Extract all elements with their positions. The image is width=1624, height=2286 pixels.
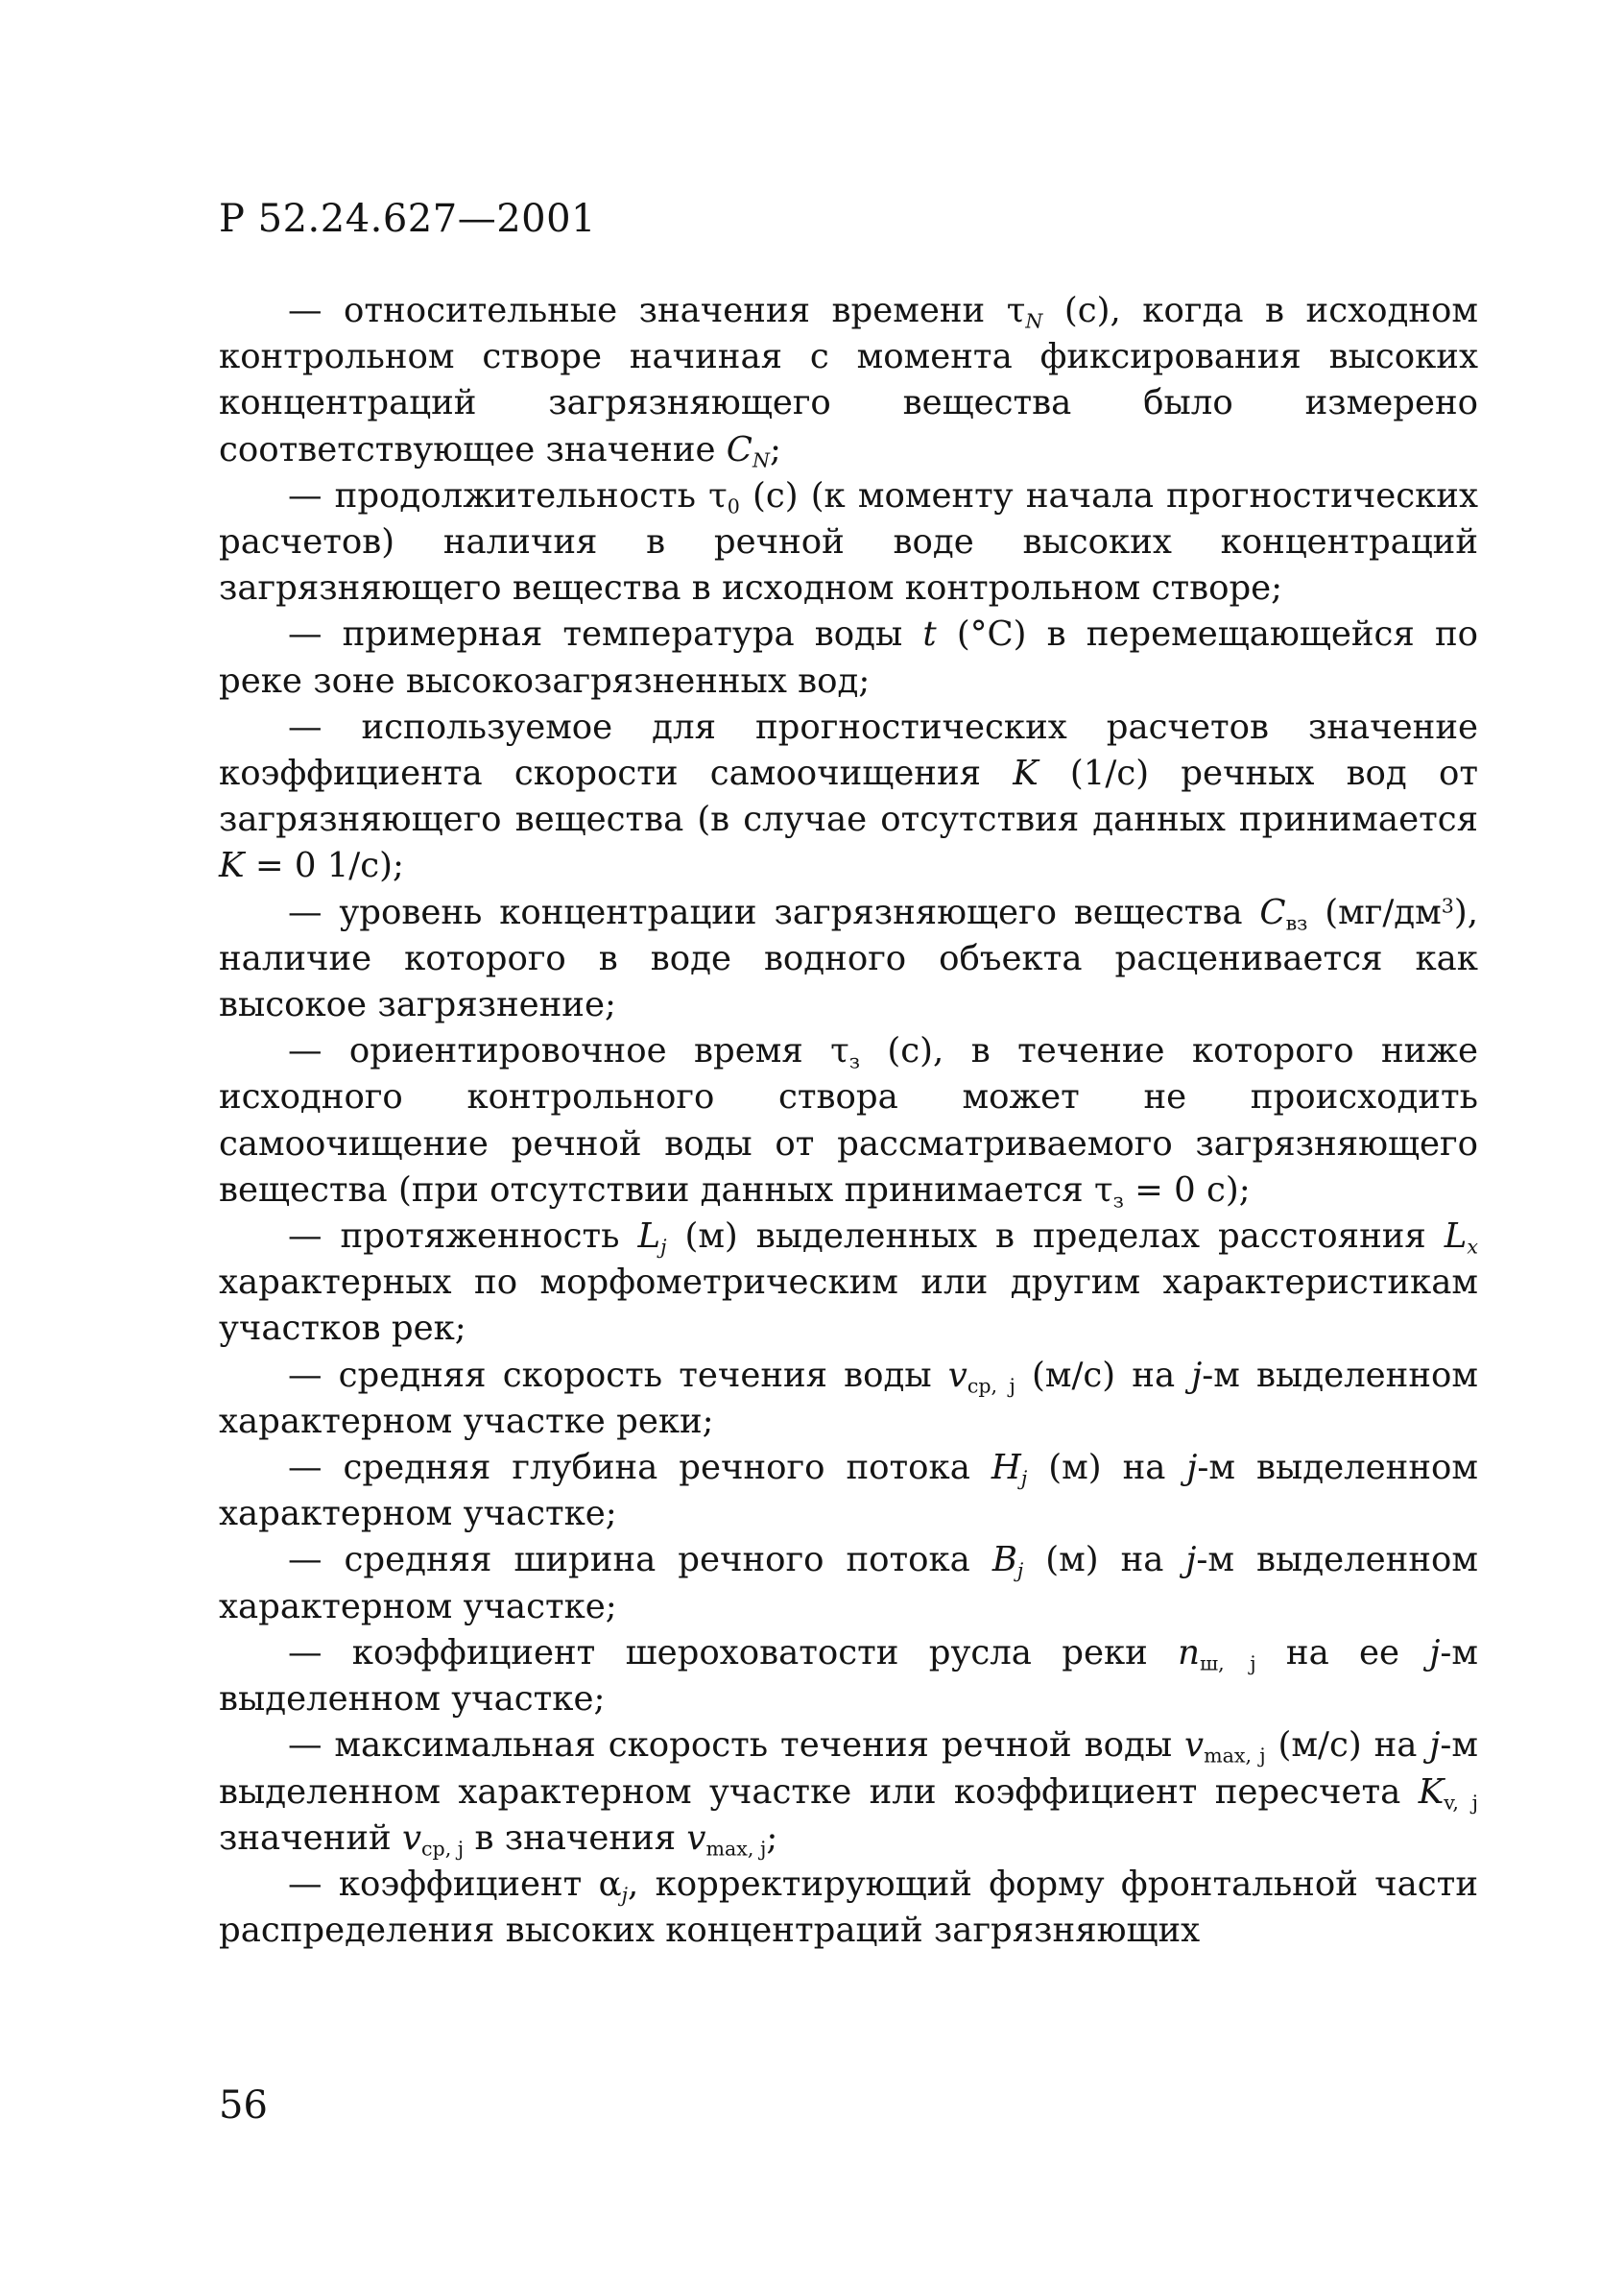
text-segment: — используемое для прогностических расчетов значение коэффициента скорости самоочищения [219,707,1478,794]
symbol: j [1429,1725,1441,1766]
text-segment: ), наличие которого в воде водного объекта расценивается как высокое загрязнение; [219,892,1478,1025]
text-segment: (с), когда в исходном контрольном створе начиная с момента фиксирования высоких концентраций загрязняющего вещества было измерено соответствующее значение [219,291,1478,469]
subscript: ш, j [1200,1651,1256,1675]
symbol: C [726,429,752,469]
text-segment: -м выделенном характерном участке; [219,1448,1478,1534]
symbol: v [686,1817,706,1858]
symbol: C [1259,892,1286,932]
subscript: N [752,448,770,472]
symbol: K [1013,754,1039,794]
symbol: t [922,614,937,655]
text-segment: (м) выделенных в пределах расстояния [666,1216,1445,1257]
paragraph-mean-depth [219,1445,1478,1537]
subscript: v, j [1444,1791,1478,1815]
subscript: max, j [705,1837,767,1861]
paragraph-alpha [219,1862,1478,1954]
paragraph-tau-0 [219,473,1478,613]
paragraph-max-velocity [219,1722,1478,1862]
subscript: 0 [727,494,740,518]
text-segment: (м) на [1023,1540,1186,1580]
text-segment: ; [769,429,781,469]
text-segment: на ее [1255,1632,1430,1672]
symbol: K [219,846,245,886]
subscript: з [848,1049,861,1073]
text-segment: (с), в течение которого ниже исходного контрольного створа может не происходить самоочищение речной воды от рассматриваемого загрязняющего вещества (при отсутствии данных принимается τ [219,1031,1478,1210]
text-segment: (с) (к моменту начала прогностических расчетов) наличия в речной воде высоких концентраций загрязняющего вещества в исходном контрольном створе; [219,475,1478,609]
page-number: 56 [219,2083,268,2128]
subscript: ср, j [421,1837,465,1861]
symbol: H [991,1448,1021,1488]
subscript: з [1112,1189,1124,1213]
text-segment: — уровень концентрации загрязняющего вещества [288,892,1260,932]
text-segment: — относительные значения времени τ [288,291,1026,330]
subscript: max, j [1204,1744,1266,1768]
subscript: вз [1285,911,1308,935]
text-segment: — коэффициент шероховатости русла реки [288,1632,1179,1672]
text-segment: = 0 1/с); [244,846,404,886]
symbol: j [1185,1540,1197,1580]
symbol: v [947,1355,967,1395]
text-segment: — коэффициент α [288,1864,622,1904]
text-segment: — средняя скорость течения воды [288,1355,948,1395]
subscript: j [1020,1466,1028,1490]
paragraph-roughness [219,1630,1478,1722]
paragraph-mean-velocity [219,1353,1478,1445]
subscript: j [621,1883,628,1907]
text-segment: — протяженность [288,1216,638,1257]
text-segment: (1/с) речных вод от загрязняющего вещества (в случае отсутствия данных принимается [219,754,1478,840]
text-segment: -м выделенном характерном участке; [219,1540,1478,1626]
subscript: N [1025,309,1043,333]
symbol: L [1444,1216,1468,1257]
paragraph-mean-width [219,1537,1478,1629]
text-segment: характерных по морфометрическим или другим характеристикам участков рек; [219,1263,1478,1349]
text-segment: — средняя ширина речного потока [288,1540,992,1580]
text-segment: -м выделенном участке; [219,1632,1478,1720]
symbol: B [991,1540,1017,1580]
text-segment: (м) на [1027,1448,1187,1488]
text-segment: (м/с) на [1265,1725,1430,1766]
text-segment: (мг/дм [1307,892,1442,932]
symbol: j [1429,1632,1441,1672]
paragraph-length [219,1214,1478,1353]
paragraph-tau-n [219,288,1478,473]
symbol: j [1186,1448,1198,1488]
text-segment: , корректирующий форму фронтальной части распределения высоких концентраций загрязняющих [219,1864,1478,1951]
text-segment: — продолжительность τ [288,475,728,516]
paragraph-temperature [219,612,1478,704]
text-segment: — примерная температура воды [288,614,923,655]
document-code: Р 52.24.627—2001 [219,197,596,241]
text-segment: -м выделенном характерном участке или коэффициент пересчета [219,1725,1478,1812]
subscript: x [1467,1235,1478,1259]
text-segment: -м выделенном характерном участке реки; [219,1355,1478,1441]
subscript: j [660,1235,667,1259]
text-segment: (м/с) на [1015,1355,1192,1395]
paragraph-coefficient-k [219,705,1478,890]
symbol: L [637,1216,661,1257]
text-segment: — максимальная скорость течения речной воды [288,1725,1185,1766]
document-body [219,288,1478,1954]
symbol: v [401,1817,421,1858]
text-segment: ; [766,1817,778,1858]
text-segment: (°C) в перемещающейся по реке зоне высокозагрязненных вод; [219,614,1478,701]
text-segment: в значения [464,1817,687,1858]
subscript: j [1016,1559,1024,1583]
symbol: K [1418,1771,1445,1812]
text-segment: — ориентировочное время τ [288,1031,849,1071]
paragraph-concentration-level [219,890,1478,1029]
symbol: v [1184,1725,1205,1766]
symbol: j [1191,1355,1203,1395]
text-segment: — средняя глубина речного потока [288,1448,991,1488]
superscript: 3 [1441,894,1454,918]
text-segment: = 0 с); [1123,1169,1251,1210]
paragraph-tau-z [219,1028,1478,1214]
symbol: n [1178,1632,1200,1672]
subscript: ср, j [967,1374,1015,1398]
text-segment: значений [219,1817,402,1858]
